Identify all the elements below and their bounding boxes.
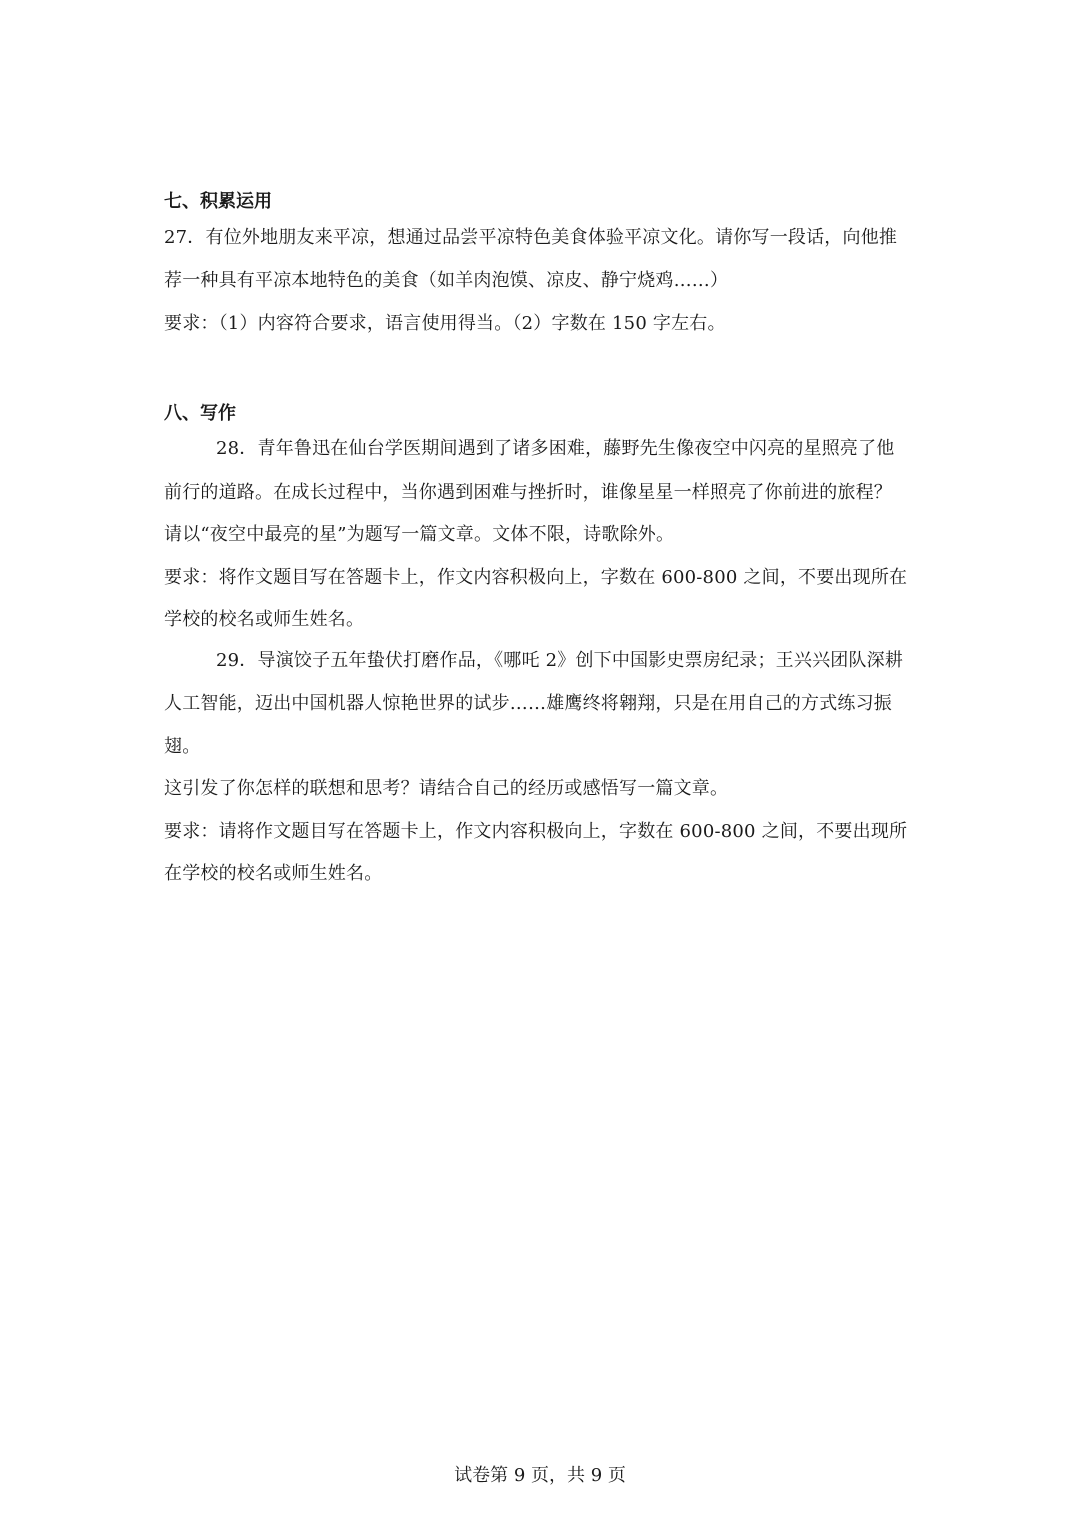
- q28-line-2: 前行的道路。在成长过程中，当你遇到困难与挫折时，谁像星星一样照亮了你前进的旅程？: [164, 482, 892, 503]
- page-footer: 试卷第 9 页，共 9 页: [454, 1465, 626, 1486]
- q29-line-2: 人工智能，迈出中国机器人惊艳世界的试步……雄鹰终将翱翔，只是在用自己的方式练习振: [164, 693, 892, 714]
- q27-line-2: 荐一种具有平凉本地特色的美食（如羊肉泡馍、凉皮、静宁烧鸡……）: [164, 270, 729, 291]
- q29-line-4: 这引发了你怎样的联想和思考？请结合自己的经历或感悟写一篇文章。: [164, 778, 729, 799]
- q29-requirement-line-2: 在学校的校名或师生姓名。: [164, 863, 383, 884]
- q27-requirement: 要求：（1）内容符合要求，语言使用得当。（2）字数在 150 字左右。: [164, 313, 726, 334]
- q28-line-1: 28．青年鲁迅在仙台学医期间遇到了诸多困难，藤野先生像夜空中闪亮的星照亮了他: [216, 438, 895, 459]
- q29-requirement-line-1: 要求：请将作文题目写在答题卡上，作文内容积极向上，字数在 600-800 之间，不要出现所: [164, 821, 908, 842]
- q29-line-1: 29．导演饺子五年蛰伏打磨作品，《哪吒 2》创下中国影史票房纪录；王兴兴团队深耕: [216, 650, 904, 671]
- section-heading-8: 八、写作: [164, 403, 236, 424]
- q28-requirement-line-2: 学校的校名或师生姓名。: [164, 609, 365, 630]
- q28-line-3: 请以“夜空中最亮的星”为题写一篇文章。文体不限，诗歌除外。: [164, 524, 675, 545]
- section-heading-7: 七、积累运用: [164, 191, 272, 212]
- q27-line-1: 27．有位外地朋友来平凉，想通过品尝平凉特色美食体验平凉文化。请你写一段话，向他推: [164, 227, 898, 248]
- q28-requirement-line-1: 要求：将作文题目写在答题卡上，作文内容积极向上，字数在 600-800 之间，不要出现所在: [164, 567, 908, 588]
- q29-line-3: 翅。: [164, 736, 201, 757]
